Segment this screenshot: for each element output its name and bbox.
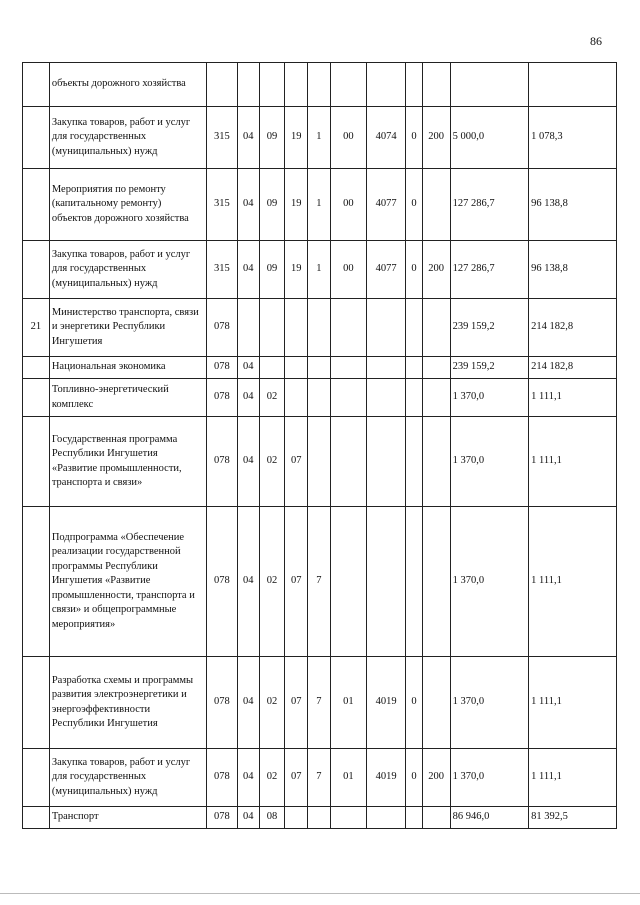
code-cell: 19 [285, 241, 308, 299]
code-cell: 078 [206, 299, 237, 357]
code-cell: 1 [308, 241, 331, 299]
code-cell: 0 [406, 169, 423, 241]
code-cell: 1 [308, 169, 331, 241]
executed-amount: 1 111,1 [529, 417, 617, 507]
table-row [23, 807, 617, 829]
code-cell [366, 63, 405, 107]
code-cell: 00 [330, 241, 366, 299]
code-cell [259, 299, 285, 357]
code-cell: 7 [308, 749, 331, 807]
executed-amount: 1 111,1 [529, 379, 617, 417]
code-cell [308, 417, 331, 507]
planned-amount: 86 946,0 [450, 807, 529, 829]
code-cell [330, 299, 366, 357]
code-cell: 0 [406, 749, 423, 807]
code-cell [366, 807, 405, 829]
code-cell: 19 [285, 169, 308, 241]
code-cell: 02 [259, 417, 285, 507]
table-row [23, 63, 617, 107]
code-cell: 04 [237, 417, 259, 507]
code-cell: 04 [237, 807, 259, 829]
row-number [23, 169, 50, 241]
table-row [23, 507, 617, 657]
table-row [23, 357, 617, 379]
code-cell [422, 807, 450, 829]
table-row [23, 749, 617, 807]
executed-amount [529, 63, 617, 107]
code-cell [366, 507, 405, 657]
code-cell [406, 299, 423, 357]
code-cell [406, 379, 423, 417]
code-cell: 00 [330, 169, 366, 241]
row-number [23, 357, 50, 379]
table-row [23, 379, 617, 417]
planned-amount [450, 63, 529, 107]
row-number [23, 807, 50, 829]
code-cell: 04 [237, 507, 259, 657]
code-cell: 200 [422, 241, 450, 299]
row-name: объекты дорожного хозяйства [49, 63, 206, 107]
planned-amount: 239 159,2 [450, 357, 529, 379]
code-cell: 02 [259, 657, 285, 749]
code-cell: 078 [206, 749, 237, 807]
planned-amount: 1 370,0 [450, 379, 529, 417]
row-name: Министерство транспорта, связи и энергетики Республики Ингушетия [49, 299, 206, 357]
code-cell [259, 63, 285, 107]
code-cell [308, 357, 331, 379]
planned-amount: 5 000,0 [450, 107, 529, 169]
executed-amount: 1 111,1 [529, 507, 617, 657]
code-cell [406, 807, 423, 829]
code-cell [308, 299, 331, 357]
table-row [23, 417, 617, 507]
code-cell: 01 [330, 657, 366, 749]
code-cell: 1 [308, 107, 331, 169]
code-cell [308, 379, 331, 417]
executed-amount: 1 111,1 [529, 657, 617, 749]
code-cell: 07 [285, 417, 308, 507]
code-cell [330, 417, 366, 507]
code-cell: 0 [406, 657, 423, 749]
code-cell: 08 [259, 807, 285, 829]
planned-amount: 239 159,2 [450, 299, 529, 357]
code-cell [406, 357, 423, 379]
row-number [23, 749, 50, 807]
code-cell: 4077 [366, 169, 405, 241]
code-cell [330, 507, 366, 657]
code-cell: 315 [206, 107, 237, 169]
row-name: Транспорт [49, 807, 206, 829]
code-cell: 04 [237, 169, 259, 241]
code-cell: 4077 [366, 241, 405, 299]
code-cell: 04 [237, 357, 259, 379]
code-cell: 7 [308, 657, 331, 749]
code-cell: 04 [237, 107, 259, 169]
code-cell [237, 63, 259, 107]
code-cell: 078 [206, 417, 237, 507]
code-cell: 04 [237, 749, 259, 807]
code-cell: 09 [259, 169, 285, 241]
executed-amount: 214 182,8 [529, 357, 617, 379]
code-cell: 01 [330, 749, 366, 807]
row-number [23, 379, 50, 417]
row-number [23, 241, 50, 299]
row-name: Закупка товаров, работ и услуг для государственных (муниципальных) нужд [49, 749, 206, 807]
code-cell: 315 [206, 241, 237, 299]
code-cell: 078 [206, 507, 237, 657]
code-cell [422, 379, 450, 417]
row-name: Разработка схемы и программы развития электроэнергетики и энергоэффективности Республики Ингушетия [49, 657, 206, 749]
code-cell: 02 [259, 379, 285, 417]
code-cell [285, 807, 308, 829]
table-row [23, 657, 617, 749]
row-number [23, 657, 50, 749]
code-cell [366, 417, 405, 507]
code-cell [406, 417, 423, 507]
code-cell: 07 [285, 507, 308, 657]
row-name: Государственная программа Республики Ингушетия «Развитие промышленности, транспорта и связи» [49, 417, 206, 507]
code-cell [366, 379, 405, 417]
code-cell: 200 [422, 107, 450, 169]
budget-table [22, 62, 617, 829]
row-name: Подпрограмма «Обеспечение реализации государственной программы Республики Ингушетия «Развитие промышленности, транспорта и связи» и общепрограммные мероприятия» [49, 507, 206, 657]
code-cell: 04 [237, 379, 259, 417]
code-cell [366, 299, 405, 357]
row-number [23, 63, 50, 107]
planned-amount: 1 370,0 [450, 507, 529, 657]
code-cell: 7 [308, 507, 331, 657]
code-cell: 078 [206, 357, 237, 379]
executed-amount: 214 182,8 [529, 299, 617, 357]
code-cell [308, 807, 331, 829]
table-row [23, 107, 617, 169]
code-cell: 315 [206, 169, 237, 241]
code-cell: 02 [259, 507, 285, 657]
code-cell [206, 63, 237, 107]
code-cell: 19 [285, 107, 308, 169]
code-cell: 078 [206, 807, 237, 829]
code-cell [422, 169, 450, 241]
code-cell: 0 [406, 241, 423, 299]
code-cell [259, 357, 285, 379]
code-cell [237, 299, 259, 357]
code-cell: 200 [422, 749, 450, 807]
code-cell: 07 [285, 657, 308, 749]
executed-amount: 1 111,1 [529, 749, 617, 807]
row-number [23, 417, 50, 507]
code-cell [406, 507, 423, 657]
code-cell [422, 417, 450, 507]
code-cell: 04 [237, 657, 259, 749]
code-cell [422, 507, 450, 657]
table-row [23, 299, 617, 357]
code-cell [285, 357, 308, 379]
row-number [23, 507, 50, 657]
code-cell: 078 [206, 657, 237, 749]
code-cell: 078 [206, 379, 237, 417]
planned-amount: 1 370,0 [450, 657, 529, 749]
code-cell [422, 357, 450, 379]
page-number: 86 [590, 34, 602, 48]
code-cell [285, 379, 308, 417]
code-cell [366, 357, 405, 379]
row-name: Закупка товаров, работ и услуг для государственных (муниципальных) нужд [49, 107, 206, 169]
executed-amount: 1 078,3 [529, 107, 617, 169]
code-cell: 4074 [366, 107, 405, 169]
code-cell [330, 357, 366, 379]
code-cell [422, 657, 450, 749]
bottom-rule [0, 893, 640, 894]
code-cell: 4019 [366, 657, 405, 749]
code-cell [330, 379, 366, 417]
code-cell: 4019 [366, 749, 405, 807]
executed-amount: 96 138,8 [529, 241, 617, 299]
row-name: Топливно-энергетический комплекс [49, 379, 206, 417]
code-cell [406, 63, 423, 107]
code-cell [330, 63, 366, 107]
code-cell: 00 [330, 107, 366, 169]
code-cell [330, 807, 366, 829]
executed-amount: 81 392,5 [529, 807, 617, 829]
table-row [23, 241, 617, 299]
code-cell: 07 [285, 749, 308, 807]
row-name: Национальная экономика [49, 357, 206, 379]
code-cell: 04 [237, 241, 259, 299]
code-cell: 09 [259, 241, 285, 299]
code-cell [422, 63, 450, 107]
code-cell [285, 63, 308, 107]
code-cell: 0 [406, 107, 423, 169]
code-cell [422, 299, 450, 357]
planned-amount: 127 286,7 [450, 241, 529, 299]
executed-amount: 96 138,8 [529, 169, 617, 241]
code-cell: 02 [259, 749, 285, 807]
planned-amount: 1 370,0 [450, 749, 529, 807]
planned-amount: 127 286,7 [450, 169, 529, 241]
code-cell [285, 299, 308, 357]
code-cell [308, 63, 331, 107]
code-cell: 09 [259, 107, 285, 169]
row-number: 21 [23, 299, 50, 357]
table-row [23, 169, 617, 241]
row-name: Мероприятия по ремонту (капитальному ремонту) объектов дорожного хозяйства [49, 169, 206, 241]
row-name: Закупка товаров, работ и услуг для государственных (муниципальных) нужд [49, 241, 206, 299]
row-number [23, 107, 50, 169]
planned-amount: 1 370,0 [450, 417, 529, 507]
